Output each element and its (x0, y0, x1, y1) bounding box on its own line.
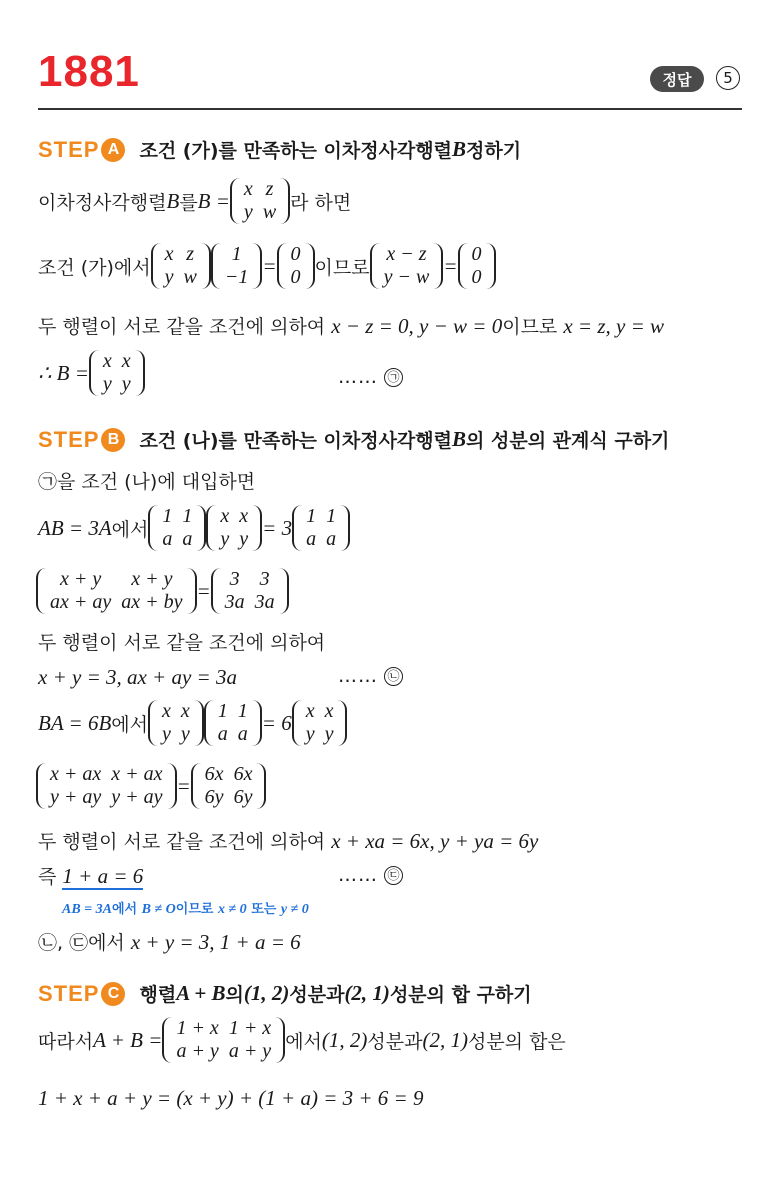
matrix-cell: 0 (471, 243, 482, 265)
matrix-cell: z (186, 243, 195, 265)
step-a-line-4 (38, 350, 145, 396)
step-c-heading (38, 980, 532, 1007)
math: x ≠ 0 (218, 902, 247, 917)
text: 에서 (111, 518, 149, 541)
math: x − z = 0, y − w = 0 (331, 314, 503, 338)
math: x + y = 3, ax + ay = 3a (38, 665, 237, 689)
matrix-cell: y (243, 201, 253, 223)
text: 성분의 합은 (467, 1030, 566, 1053)
problem-number: 1881 (38, 47, 140, 96)
math: A + B = (93, 1027, 163, 1052)
text: 조건 (가)에서 (38, 256, 151, 279)
matrix-ba-result (36, 763, 177, 809)
matrix-b-xy (206, 505, 262, 551)
matrix-cell: y (239, 528, 249, 550)
matrix-cell: x + ax (111, 763, 163, 785)
text: 성분과 (289, 984, 345, 1006)
step-b-line-4: 두 행렬이 서로 같을 조건에 의하여 (38, 632, 326, 654)
step-a-heading (38, 136, 521, 163)
equals: = (196, 578, 211, 603)
underlined-math: 1 + a = 6 (62, 864, 144, 888)
math: ∴ B = (38, 360, 89, 385)
step-c-line-1 (38, 1017, 566, 1063)
matrix-cell: ax + ay (50, 591, 112, 613)
matrix-cell: 3a (254, 591, 275, 613)
step-c-line-2 (38, 1086, 423, 1111)
math: x = z, y = w (563, 314, 664, 338)
matrix-cell: y (324, 723, 334, 745)
step-word: STEP (38, 136, 100, 162)
text: 성분의 합 구하기 (389, 984, 532, 1006)
math: (1, 2) (321, 1027, 368, 1052)
matrix-cell: y (305, 723, 315, 745)
equals: = (262, 253, 277, 278)
matrix-cell: a (182, 528, 193, 550)
matrix-cell: a (217, 723, 228, 745)
text: 라 하면 (290, 191, 352, 214)
step-a-badge: A (101, 138, 125, 162)
text: 에서 (112, 902, 142, 917)
text: 이므로 (314, 256, 370, 279)
text: 즉 (38, 866, 63, 888)
text: 이차정사각행렬 (38, 191, 167, 214)
step-a-title: 조건 (가)를 만족하는 이차정사각행렬 (139, 140, 452, 162)
step-a-title-end: 정하기 (466, 140, 522, 162)
matrix-cell: 1 + x (176, 1017, 219, 1039)
step-b-line-10 (38, 930, 301, 955)
equals: = (443, 253, 458, 278)
math: (1, 2) (243, 981, 290, 1005)
matrix-cell: y (180, 723, 190, 745)
step-b-title-end: 의 성분의 관계식 구하기 (466, 430, 670, 452)
math: BA = 6B (38, 710, 112, 735)
matrix-a-plus-b (162, 1017, 285, 1063)
math: B = (197, 188, 230, 213)
answer-value-circle: 5 (716, 66, 740, 90)
matrix-cell: x (220, 505, 230, 527)
text: 두 행렬이 서로 같을 조건에 의하여 (38, 831, 332, 853)
matrix-cell: w (183, 266, 197, 288)
step-c-title-var: A + B (176, 981, 226, 1005)
step-a-line-3 (38, 314, 664, 339)
step-word: STEP (38, 980, 100, 1006)
math: B (166, 188, 180, 213)
text: ㉡, ㉢에서 (38, 932, 131, 954)
matrix-cell: a (162, 528, 173, 550)
matrix-cell: a + y (176, 1040, 219, 1062)
step-b-line-3 (36, 568, 289, 614)
matrix-cell: 0 (290, 266, 301, 288)
math: B ≠ O (141, 902, 176, 917)
matrix-ab-result (36, 568, 197, 614)
matrix-cell: y (102, 373, 112, 395)
matrix-3a (211, 568, 289, 614)
equation-ref-1 (338, 366, 403, 389)
math: x + xa = 6x, y + ya = 6y (331, 829, 539, 853)
step-b-line-7 (36, 763, 266, 809)
step-b-line-1: ㉠을 조건 (나)에 대입하면 (38, 471, 256, 493)
text: 에서 (111, 713, 148, 736)
circle-mark-1: ㉠ (384, 368, 403, 387)
matrix-cell: 3 (229, 568, 240, 590)
matrix-b-xy (292, 700, 348, 746)
matrix-cell: x (180, 700, 190, 722)
matrix-cell: y (162, 723, 171, 745)
matrix-cell: 1 (162, 505, 173, 527)
matrix-cell: y (121, 373, 131, 395)
matrix-cell: 3 (259, 568, 270, 590)
matrix-cell: x + y (60, 568, 102, 590)
math: = 6 (261, 710, 292, 735)
vector-difference (370, 243, 444, 289)
step-b-title: 조건 (나)를 만족하는 이차정사각행렬 (139, 430, 452, 452)
step-b-title-var: B (452, 427, 467, 451)
matrix-cell: 1 + x (228, 1017, 272, 1039)
text: 이므로 (175, 902, 218, 917)
matrix-cell: 3a (224, 591, 245, 613)
matrix-cell: x (239, 505, 249, 527)
matrix-cell: x + ax (50, 763, 102, 785)
side-note (62, 898, 309, 918)
step-a-title-var: B (452, 137, 467, 161)
matrix-a (148, 505, 206, 551)
matrix-cell: y + ay (50, 786, 102, 808)
matrix-cell: 1 (326, 505, 337, 527)
matrix-cell: x (324, 700, 334, 722)
header-divider (38, 108, 742, 110)
step-a-line-1 (38, 178, 351, 224)
vector-1-minus1 (211, 243, 263, 289)
step-word: STEP (38, 426, 100, 452)
zero-vector (458, 243, 496, 289)
matrix-b-xy (89, 350, 145, 396)
equals: = (176, 773, 191, 798)
step-b-badge: B (101, 428, 125, 452)
step-b-line-9 (38, 864, 143, 889)
matrix-cell: y (164, 266, 174, 288)
circle-mark-3: ㉢ (384, 866, 403, 885)
step-b-line-8 (38, 829, 538, 854)
zero-vector (277, 243, 315, 289)
final-equation: 1 + x + a + y = (x + y) + (1 + a) = 3 + 6 = 9 (38, 1086, 424, 1110)
matrix-cell: z (265, 178, 274, 200)
step-a-line-2 (38, 243, 496, 289)
matrix-cell: y + ay (111, 786, 163, 808)
matrix-cell: 1 (182, 505, 193, 527)
matrix-cell: 0 (471, 266, 482, 288)
matrix-cell: 1 (237, 700, 248, 722)
matrix-a (204, 700, 262, 746)
step-b-heading (38, 426, 669, 453)
matrix-cell: 6y (204, 786, 224, 808)
answer-badge: 정답 (650, 66, 704, 92)
dots: …… (338, 665, 378, 687)
text: 이므로 (502, 316, 564, 338)
matrix-cell: x (243, 178, 253, 200)
math: y ≠ 0 (280, 902, 309, 917)
matrix-b-general (230, 178, 290, 224)
math: AB = 3A (62, 902, 112, 917)
text: 를 (179, 191, 198, 214)
matrix-cell: w (262, 201, 277, 223)
math: = 3 (262, 515, 293, 540)
circle-mark-2: ㉡ (384, 667, 403, 686)
matrix-cell: a + y (228, 1040, 272, 1062)
matrix-a (292, 505, 350, 551)
matrix-cell: x (305, 700, 315, 722)
step-c-badge: C (101, 982, 125, 1006)
step-c-title: 행렬 (139, 984, 177, 1006)
matrix-cell: x (162, 700, 171, 722)
text: 두 행렬이 서로 같을 조건에 의하여 (38, 316, 332, 338)
math: (2, 1) (344, 981, 390, 1005)
equation-ref-3 (338, 864, 403, 887)
matrix-cell: x (164, 243, 174, 265)
dots: …… (338, 864, 378, 886)
matrix-cell: x + y (131, 568, 173, 590)
matrix-b-xy (148, 700, 204, 746)
step-b-line-5 (38, 665, 237, 690)
matrix-cell: 6x (204, 763, 224, 785)
matrix-6b (191, 763, 267, 809)
matrix-cell: x (121, 350, 131, 372)
step-b-line-6 (38, 700, 347, 746)
math: x + y = 3, 1 + a = 6 (130, 930, 301, 954)
dots: …… (338, 366, 378, 388)
matrix-cell: a (237, 723, 248, 745)
step-b-line-2 (38, 505, 350, 551)
text: 에서 (285, 1030, 322, 1053)
text: 의 (225, 984, 244, 1006)
matrix-cell: x (102, 350, 112, 372)
math: AB = 3A (38, 515, 112, 540)
matrix-b-general (151, 243, 211, 289)
matrix-cell: 1 (231, 243, 242, 265)
matrix-cell: 6x (233, 763, 253, 785)
equation-ref-2 (338, 665, 403, 688)
matrix-cell: a (306, 528, 317, 550)
text: 또는 (246, 902, 281, 917)
matrix-cell: 1 (217, 700, 228, 722)
matrix-cell: x − z (386, 243, 427, 265)
text: 따라서 (38, 1030, 94, 1053)
matrix-cell: −1 (224, 266, 249, 288)
matrix-cell: y − w (383, 266, 430, 288)
matrix-cell: a (326, 528, 337, 550)
matrix-cell: 1 (306, 505, 317, 527)
math: (2, 1) (422, 1027, 468, 1052)
matrix-cell: y (220, 528, 230, 550)
matrix-cell: 0 (290, 243, 301, 265)
matrix-cell: 6y (233, 786, 253, 808)
text: 성분과 (367, 1030, 423, 1053)
matrix-cell: ax + by (121, 591, 183, 613)
